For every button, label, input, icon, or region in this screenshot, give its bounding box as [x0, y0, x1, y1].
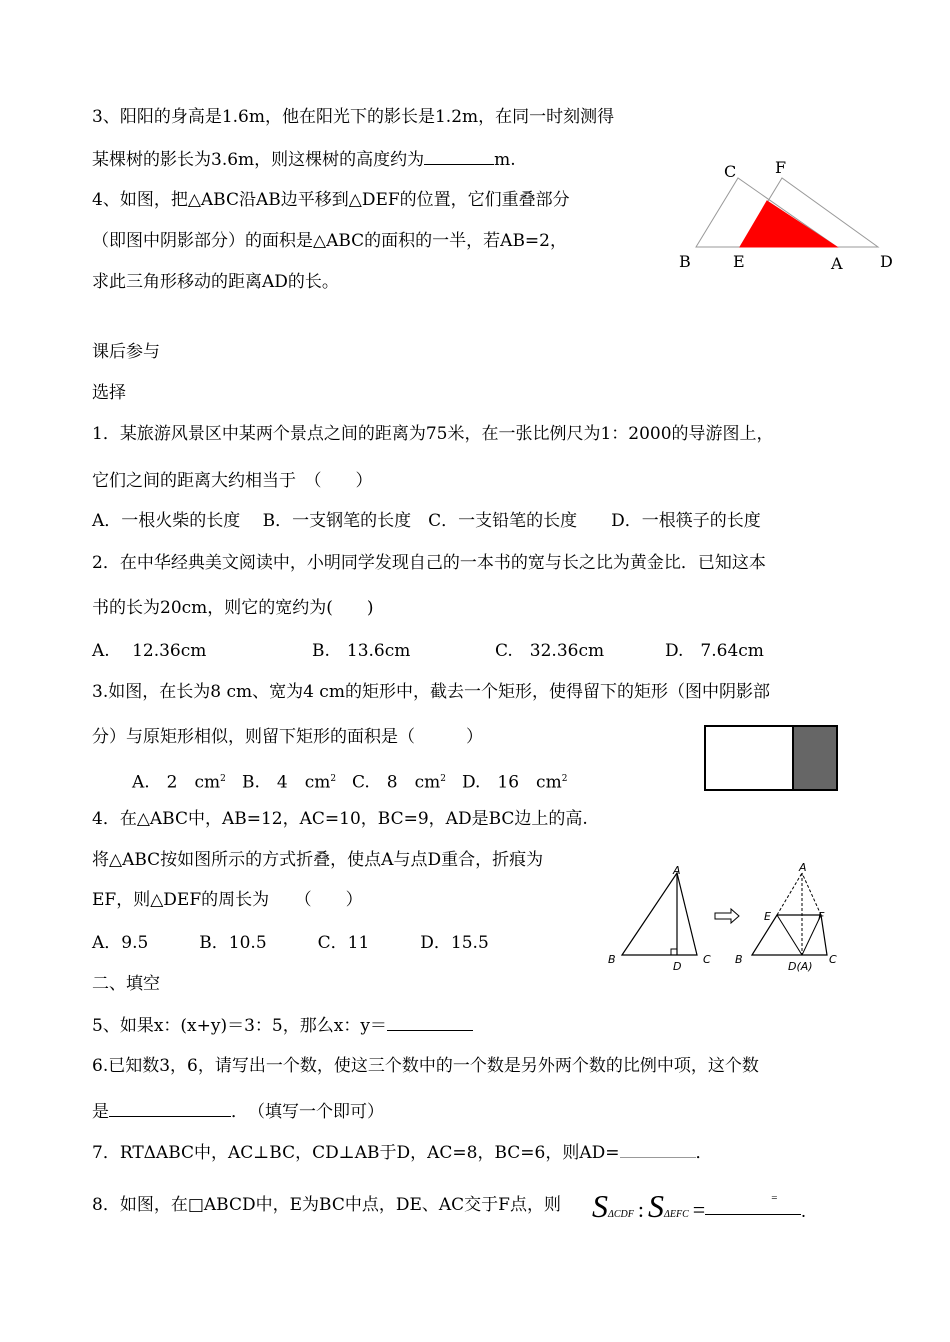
point-label-d: D [880, 252, 893, 271]
superscript: 2 [561, 774, 568, 784]
question-7 [92, 1141, 713, 1164]
point-label-a: A [831, 254, 843, 273]
fold-line-ed [777, 915, 802, 955]
ratio-colon: : [637, 1197, 644, 1222]
fold-label-da: D(A) [788, 960, 813, 973]
triangle-original [622, 873, 697, 955]
section-heading: 课后参与 [92, 342, 160, 362]
period: . [801, 1201, 806, 1221]
option-text: B. 4 cm [242, 772, 331, 793]
answer-blank [620, 1141, 696, 1158]
point-label-b: B [679, 252, 691, 271]
text-span: 7．RTΔABC中，AC⊥BC，CD⊥AB于D，AC=8，BC=6，则AD= [92, 1143, 620, 1163]
text-span: ． （填写一个即可） [231, 1102, 384, 1122]
answer-blank [424, 148, 494, 165]
text-span: m. [494, 150, 516, 170]
option-d [462, 768, 567, 794]
question-8: 8．如图，在□ABCD中，E为BC中点，DE、AC交于F点，则 [92, 1195, 561, 1215]
overlap-shade [740, 201, 837, 247]
dashed-ea [777, 873, 802, 915]
question-3-cont: 分）与原矩形相似，则留下矩形的面积是（ ） [92, 727, 483, 747]
translation-figure [680, 155, 900, 280]
option-a [132, 768, 226, 794]
option-d: D. 7.64cm [665, 641, 764, 661]
fold-label-b2: B [735, 953, 743, 966]
question-6-cont [92, 1100, 384, 1123]
superscript: 2 [220, 774, 226, 784]
answer-blank [387, 1014, 473, 1031]
dashed-fa [802, 873, 821, 915]
point-label-c: C [724, 162, 737, 181]
area-symbol: S [648, 1188, 664, 1224]
right-angle-mark [671, 949, 677, 955]
option-b [242, 768, 336, 794]
option-a: A. 12.36cm [92, 641, 207, 661]
fold-label-c: C [703, 953, 711, 966]
subscript-efc: ΔEFC [664, 1209, 689, 1220]
area-symbol: S [592, 1188, 608, 1224]
text-line: （即图中阴影部分）的面积是△ABC的面积的一半，若AB=2， [92, 231, 567, 251]
option-c: C. 32.36cm [495, 641, 605, 661]
text-line: 求此三角形移动的距离AD的长。 [92, 272, 339, 292]
text-span: ． [695, 1143, 713, 1163]
option-c [352, 768, 446, 794]
question-6: 6.已知数3，6，请写出一个数，使这三个数中的一个数是另外两个数的比例中项，这个数 [92, 1056, 759, 1076]
inner-equals: = [771, 1192, 778, 1204]
text-line: 4、如图，把△ABC沿AB边平移到△DEF的位置，它们重叠部分 [92, 190, 570, 210]
fold-label-a2: A [799, 861, 807, 874]
text-line [92, 148, 516, 171]
question-4-cont: 将△ABC按如图所示的方式折叠，使点A与点D重合，折痕为 [92, 850, 544, 870]
question-3: 3.如图，在长为8 cm、宽为4 cm的矩形中，截去一个矩形，使得留下的矩形（图中阴影部 [92, 682, 770, 702]
shaded-rectangle [793, 726, 837, 790]
text-span: 是 [92, 1102, 109, 1122]
section-heading: 二、填空 [92, 974, 160, 994]
question-4-cont: EF，则△DEF的周长为 （ ） [92, 890, 363, 910]
question-1: 1．某旅游风景区中某两个景点之间的距离为75米，在一张比例尺为1：2000的导游图上， [92, 424, 774, 444]
question-2: 2．在中华经典美文阅读中，小明同学发现自己的一本书的宽与长之比为黄金比．已知这本 [92, 553, 766, 573]
fold-label-e: E [764, 910, 771, 923]
question-5 [92, 1014, 473, 1037]
question-1-options: A．一根火柴的长度 B．一支钢笔的长度 C．一支铅笔的长度 D．一根筷子的长度 [92, 511, 761, 531]
text-span: 5、如果x：(x+y)＝3：5，那么x：y＝ [92, 1016, 387, 1036]
option-b: B. 13.6cm [312, 641, 411, 661]
answer-blank [109, 1100, 231, 1117]
rectangle-figure [704, 725, 840, 793]
arrow-icon [715, 909, 739, 923]
area-ratio-formula [592, 1188, 806, 1225]
point-label-e: E [733, 252, 745, 271]
option-text: A. 2 cm [132, 772, 221, 793]
question-4: 4．在△ABC中，AB=12，AC=10，BC=9，AD是BC边上的高. [92, 809, 588, 829]
question-1-cont: 它们之间的距离大约相当于 （ ） [92, 471, 373, 491]
equals-sign: = [692, 1197, 706, 1222]
fold-label-d: D [673, 960, 682, 973]
subscript-cdf: ΔCDF [608, 1209, 634, 1220]
section-heading: 选择 [92, 383, 126, 403]
question-4-options: A．9.5 B．10.5 C．11 D．15.5 [92, 933, 489, 953]
fold-label-a: A [673, 864, 681, 877]
option-text: C. 8 cm [352, 772, 441, 793]
fold-label-c2: C [829, 953, 837, 966]
superscript: 2 [440, 774, 446, 784]
fold-label-b: B [608, 953, 616, 966]
question-2-cont: 书的长为20cm，则它的宽约为( ) [92, 598, 374, 618]
answer-blank [705, 1194, 801, 1215]
text-line: 3、阳阳的身高是1.6m，他在阳光下的影长是1.2m，在同一时刻测得 [92, 107, 615, 127]
point-label-f: F [775, 158, 787, 177]
option-text: D. 16 cm [462, 772, 562, 793]
text-span: 某棵树的影长为3.6m，则这棵树的高度约为 [92, 150, 425, 170]
fold-label-f: F [818, 910, 825, 923]
superscript: 2 [330, 774, 337, 784]
